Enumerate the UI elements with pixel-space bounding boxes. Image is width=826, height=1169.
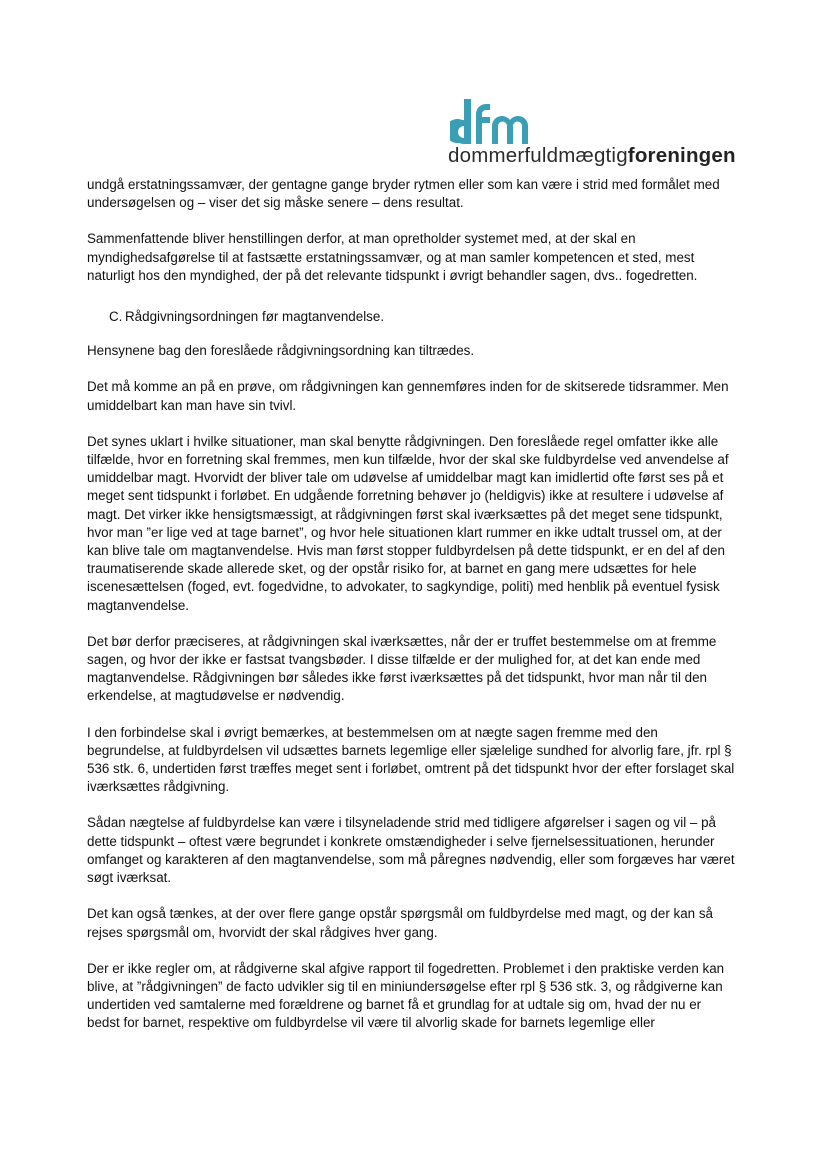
paragraph: Der er ikke regler om, at rådgiverne skal afgive rapport til fogedretten. Problemet i den praktiske verden kan blive, at ”rådgivningen” de facto udvikler sig til en miniundersøgelse efter rpl § 536 stk. 3, og rådgiverne kan undertiden ved samtalerne med forældrene og barnet få et grundlag for at udtale sig om, hvad der nu er bedst for barnet, respektive om fuldbyrdelse vil være til alvorlig skade for barnets legemlige eller — [87, 960, 725, 1031]
section-letter: C. — [109, 309, 123, 325]
paragraph: undgå erstatningssamvær, der gentagne gange bryder rytmen eller som kan være i strid med formålet med undersøgelsen og – viser det sig måske senere – dens resultat. — [87, 177, 720, 211]
paragraph: Det bør derfor præciseres, at rådgivningen skal iværksættes, når der er truffet bestemmelse om at fremme sagen, og hvor der ikke er fastsat tvangsbøder. I disse tilfælde er der mulighed for, at det kan ende med magtanvendelse. Rådgivningen bør således ikke først iværksættes på det tidspunkt, hvor man når til den erkendelse, at magtudøvelse er nødvendig. — [87, 633, 717, 704]
paragraph: Sådan nægtelse af fuldbyrdelse kan være i tilsyneladende strid med tidligere afgørelser i sagen og vil – på dette tidspunkt – oftest være begrundet i konkrete omstændigheder i selve fjernelsessituationen, herunder omfanget og karakteren af den magtanvendelse, som må påregnes nødvendig, eller som forgæves har været søgt iværksat. — [87, 815, 735, 886]
paragraph: Det må komme an på en prøve, om rådgivningen kan gennemføres inden for de skitserede tidsrammer. Men umiddelbart kan man have sin tvivl. — [87, 379, 729, 413]
logo-text-bold: foreningen — [627, 144, 736, 167]
document-body — [87, 176, 737, 1051]
section-title: Rådgivningsordningen før magtanvendelse. — [125, 309, 385, 325]
section-heading — [87, 308, 737, 326]
paragraph: Det kan også tænkes, at der over flere gange opstår spørgsmål om fuldbyrdelse med magt, og der kan så rejses spørgsmål om, hvorvidt der skal rådgives hver gang. — [87, 906, 713, 940]
dfm-logo-mark — [450, 98, 530, 146]
paragraph: Det synes uklart i hvilke situationer, man skal benytte rådgivningen. Den foreslåede regel omfatter ikke alle tilfælde, hvor en forretning skal fremmes, men kun tilfælde, hvor der skal ske fuldbyrdelse ved anvendelse af umiddelbar magt. Hvorvidt der bliver tale om udøvelse af umiddelbar magt kan imidlertid ofte først ses på et meget sent tidspunkt i forløbet. En udgående forretning behøver jo (heldigvis) ikke at resultere i udøvelse af magt. Det virker ikke hensigtsmæssigt, at rådgivningen først skal iværksættes på det meget sene tidspunkt, hvor man ”er lige ved at tage barnet”, og hvor hele situationen klart rummer en ikke udtalt trussel om, at der kan blive tale om magtanvendelse. Hvis man først stopper fuldbyrdelsen på dette tidspunkt, er en del af den traumatiserende skade allerede sket, og der opstår risiko for, at barnet en gang mere udsættes for hele iscenesættelsen (foged, evt. fogedvidne, to advokater, to sagkyndige, politi) med henblik på eventuel fysisk magtanvendelse. — [87, 433, 729, 613]
paragraph: I den forbindelse skal i øvrigt bemærkes, at bestemmelsen om at nægte sagen fremme med den begrundelse, at fuldbyrdelsen vil udsættes barnets legemlige eller sjælelige sundhed for alvorlig fare, jfr. rpl § 536 stk. 6, undertiden først træffes meget sent i forløbet, omtrent på det tidspunkt hvor der efter forslaget skal iværksættes rådgivning. — [87, 724, 735, 795]
paragraph: Sammenfattende bliver henstillingen derfor, at man opretholder systemet med, at der skal en myndighedsafgørelse til at fastsætte erstatningssamvær, og at man samler kompetencen et sted, mest naturligt hos den myndighed, der på det relevante tidspunkt i øvrigt behandler sagen, dvs.. fogedretten. — [87, 231, 698, 283]
paragraph: Hensynene bag den foreslåede rådgivningsordning kan tiltrædes. — [87, 343, 475, 359]
logo-wordmark — [448, 144, 736, 168]
dfm-logo — [448, 98, 736, 172]
logo-text-light: dommerfuldmægtig — [448, 144, 628, 167]
